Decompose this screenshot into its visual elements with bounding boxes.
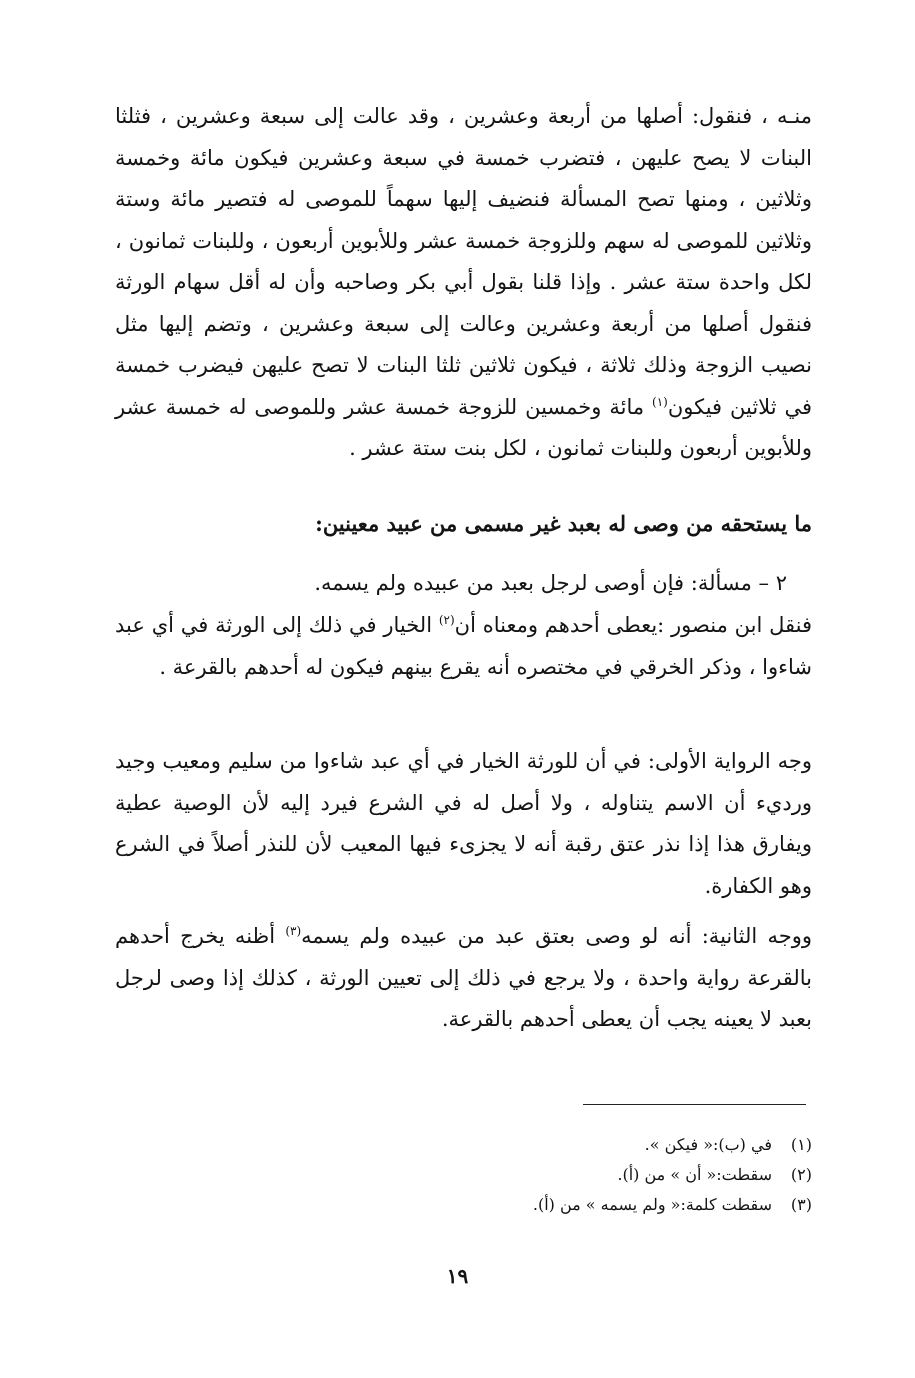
paragraph-text: أظنه يخرج أحدهم بالقرعة رواية واحدة ، ولا يرجع في ذلك إلى تعيين الورثة ، كذلك إذا وصى لرجل بعبد لا يعينه يجب أن يعطى أحدهم بالقرعة. xyxy=(115,924,812,1031)
paragraph-text: وجه الرواية الأولى: في أن للورثة الخيار في أي عبد شاءوا من سليم ومعيب وجيد ورديء أن الاسم يتناوله ، ولا أصل له في الشرع فيرد إليه لأن الوصية عطية ويفارق هذا إذا نذر عتق رقبة أنه لا يجزىء فيها المعيب لأن للنذر أصلاً في الشرع وهو الكفارة. xyxy=(115,749,812,898)
footnote-item xyxy=(300,1130,812,1160)
paragraph-text: ووجه الثانية: أنه لو وصى بعتق عبد من عبيده ولم يسمه xyxy=(301,924,812,948)
footnote-text: في (ب):« فيكن ». xyxy=(644,1135,772,1154)
footnote-ref-2: (٢) xyxy=(438,613,455,627)
paragraph-first-narration xyxy=(115,741,812,907)
page-number: ١٩ xyxy=(446,1264,469,1288)
paragraph-text: الخيار في ذلك إلى الورثة في أي عبد شاءوا ، وذكر الخرقي في مختصره أنه يقرع بينهم فيكون له أحدهم بالقرعة . xyxy=(115,613,812,679)
footnote-item xyxy=(300,1160,812,1190)
footnote-number: (٣) xyxy=(790,1195,812,1214)
paragraph-inheritance-calculation xyxy=(115,96,812,470)
footnote-ref-1: (١) xyxy=(652,394,668,409)
paragraph-narration xyxy=(115,605,812,688)
footnotes xyxy=(300,1130,812,1220)
paragraph-text: مائة وخمسين للزوجة خمسة عشر وللموصى له خمسة عشر وللأبوين أربعون وللبنات ثمانون ، لكل بنت ستة عشر . xyxy=(115,394,812,460)
footnote-text: سقطت:« أن » من (أ). xyxy=(617,1165,772,1184)
footnote-number: (١) xyxy=(790,1135,812,1154)
footnote-ref-3: (٣) xyxy=(285,924,302,938)
footnote-text: سقطت كلمة:« ولم يسمه » من (أ). xyxy=(532,1195,772,1214)
paragraph-text: فنقل ابن منصور :يعطى أحدهم ومعناه أن xyxy=(454,613,812,637)
issue-statement: ٢ – مسألة: فإن أوصى لرجل بعبد من عبيده ولم يسمه. xyxy=(314,571,787,595)
paragraph-second-narration xyxy=(115,916,812,1041)
footnote-item xyxy=(300,1190,812,1220)
footnote-divider xyxy=(583,1104,806,1105)
section-heading: ما يستحقه من وصى له بعبد غير مسمى من عبيد معينين: xyxy=(315,511,812,536)
paragraph-text: منـه ، فنقول: أصلها من أربعة وعشرين ، وقد عالت إلى سبعة وعشرين ، فثلثا البنات لا يصح عليهن ، فتضرب خمسة في سبعة وعشرين فيكون مائة وخمسة وثلاثين ، ومنها تصح المسألة فنضيف إليها سهماً للموصى له فتصير مائة وستة وثلاثين للموصى له سهم وللزوجة خمسة عشر وللأبوين أربعون ، وللبنات ثمانون ، لكل واحدة ستة عشر . وإذا قلنا بقول أبي بكر وصاحبه وأن له أقل سهام الورثة فنقول أصلها من أربعة وعشرين وعالت إلى سبعة وعشرين ، وتضم إليها مثل نصيب الزوجة وذلك ثلاثة ، فيكون ثلاثين ثلثا البنات لا تصح عليهن فيضرب خمسة في ثلاثين فيكون xyxy=(115,104,812,419)
footnote-number: (٢) xyxy=(790,1165,812,1184)
